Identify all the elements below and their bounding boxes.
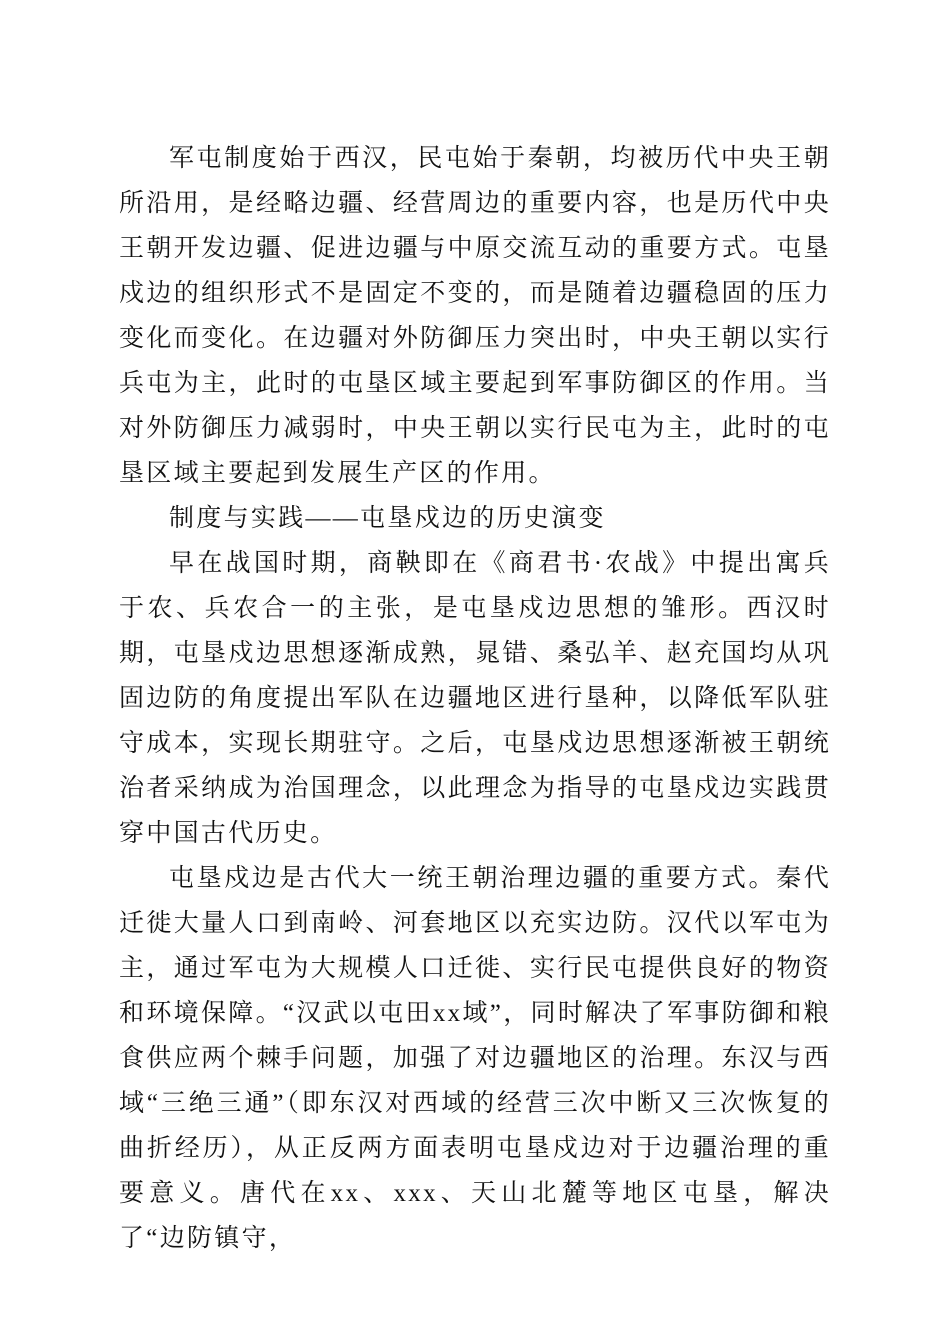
paragraph-intro: 军屯制度始于西汉，民屯始于秦朝，均被历代中央王朝所沿用，是经略边疆、经营周边的重要内容，也是历代中央王朝开发边疆、促进边疆与中原交流互动的重要方式。屯垦戍边的组织形式不是固定不变的，而是随着边疆稳固的压力变化而变化。在边疆对外防御压力突出时，中央王朝以实行兵屯为主，此时的屯垦区域主要起到军事防御区的作用。当对外防御压力减弱时，中央王朝以实行民屯为主，此时的屯垦区域主要起到发展生产区的作用。 [119,145,831,487]
paragraph-history-origin: 早在战国时期，商鞅即在《商君书·农战》中提出寓兵于农、兵农合一的主张，是屯垦戍边思想的雏形。西汉时期，屯垦戍边思想逐渐成熟，晁错、桑弘羊、赵充国均从巩固边防的角度提出军队在边疆地区进行垦种，以降低军队驻守成本，实现长期驻守。之后，屯垦戍边思想逐渐被王朝统治者采纳成为治国理念，以此理念为指导的屯垦戍边实践贯穿中国古代历史。 [119,550,831,847]
section-heading: 制度与实践——屯垦戍边的历史演变 [169,505,606,532]
paragraph-dynasties: 屯垦戍边是古代大一统王朝治理边疆的重要方式。秦代迁徙大量人口到南岭、河套地区以充实边防。汉代以军屯为主，通过军屯为大规模人口迁徙、实行民屯提供良好的物资和环境保障。“汉武以屯田xx域”，同时解决了军事防御和粮食供应两个棘手问题，加强了对边疆地区的治理。东汉与西域“三绝三通”（即东汉对西域的经营三次中断又三次恢复的曲折经历），从正反两方面表明屯垦戍边对于边疆治理的重要意义。唐代在xx、xxx、天山北麓等地区屯垦，解决了“边防镇守， [119,865,831,1252]
document-content [119,136,831,1261]
